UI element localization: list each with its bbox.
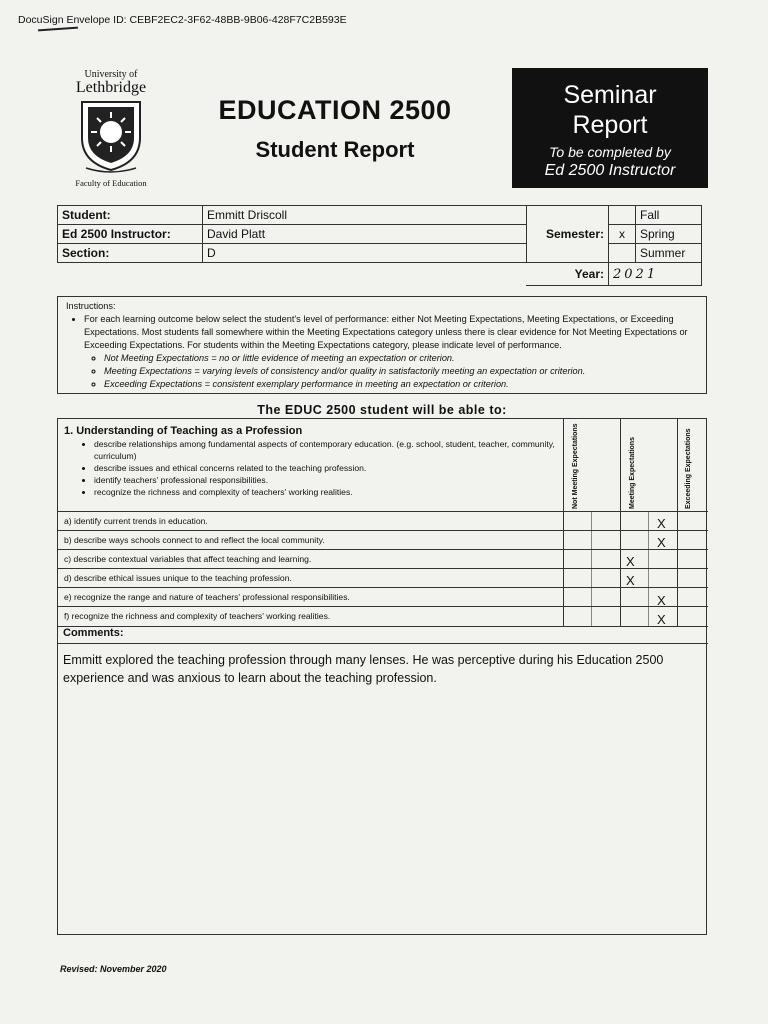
badge-line2: Report	[572, 111, 648, 139]
year-value[interactable]: 2021	[609, 263, 702, 286]
outcome-row-c: c) describe contextual variables that affect teaching and learning.	[64, 554, 312, 564]
section1-bullet: • describe issues and ethical concerns related to the teaching profession.	[94, 462, 564, 474]
university-logo	[60, 70, 162, 188]
semester-table	[526, 205, 702, 286]
section-label: Section:	[58, 244, 203, 263]
col-not-meeting: Not Meeting Expectations	[572, 423, 579, 509]
mark-row-b[interactable]: X	[657, 535, 666, 550]
outcome-row-a: a) identify current trends in education.	[64, 516, 208, 526]
semester-mark-fall[interactable]	[609, 206, 636, 225]
col-divider	[677, 419, 678, 627]
seminar-report-badge	[512, 68, 708, 188]
comments-text[interactable]: Emmitt explored the teaching profession through many lenses. He was perceptive during his Education 2500 experience and was anxious to learn about the teaching profession.	[63, 653, 664, 685]
col-meeting: Meeting Expectations	[629, 437, 636, 509]
instructions-sub-not-meeting: ◦ Not Meeting Expectations = no or little evidence of meeting an expectation or criterion.	[104, 352, 698, 365]
comments-label: Comments:	[63, 627, 124, 639]
row-divider	[58, 606, 708, 607]
revised-date: Revised: November 2020	[60, 964, 167, 974]
outcome-row-e: e) recognize the range and nature of teachers' professional responsibilities.	[64, 592, 350, 602]
row-divider	[58, 530, 708, 531]
semester-mark-spring[interactable]: x	[609, 225, 636, 244]
semester-mark-summer[interactable]	[609, 244, 636, 263]
section1-bullet: • recognize the richness and complexity of teachers' working realities.	[94, 486, 564, 498]
row-divider	[58, 568, 708, 569]
mark-row-c[interactable]: X	[626, 554, 635, 569]
envelope-id: DocuSign Envelope ID: CEBF2EC2-3F62-48BB-9B06-428F7C2B593E	[18, 14, 347, 26]
mark-row-e[interactable]: X	[657, 593, 666, 608]
student-info-table	[57, 205, 527, 263]
student-label: Student:	[58, 206, 203, 225]
instructor-label: Ed 2500 Instructor:	[58, 225, 203, 244]
col-exceeding: Exceeding Expectations	[685, 428, 692, 509]
year-label: Year:	[526, 263, 609, 286]
signature-stroke	[38, 27, 78, 32]
section1-title: 1. Understanding of Teaching as a Profession	[64, 425, 303, 437]
mark-row-a[interactable]: X	[657, 516, 666, 531]
mark-row-d[interactable]: X	[626, 573, 635, 588]
col-divider	[563, 419, 564, 627]
row-divider	[58, 626, 708, 627]
semester-option-summer: Summer	[636, 244, 702, 263]
section1-bullet: • identify teachers' professional responsibilities.	[94, 474, 564, 486]
col-divider	[620, 419, 621, 627]
outcome-row-f: f) recognize the richness and complexity of teachers' working realities.	[64, 611, 331, 621]
row-divider	[58, 643, 708, 644]
row-divider	[58, 587, 708, 588]
badge-line4: Ed 2500 Instructor	[544, 162, 676, 179]
col-subdivider	[591, 511, 592, 627]
section-value[interactable]: D	[203, 244, 527, 263]
logo-faculty: Faculty of Education	[75, 178, 147, 188]
instructions-box	[57, 296, 707, 394]
logo-university-of: University of	[84, 69, 138, 80]
instructions-sub-exceeding: ◦ Exceeding Expectations = consistent exemplary performance in meeting an expectation or criterion.	[104, 378, 698, 391]
instructions-bullet: • For each learning outcome below select the student's level of performance: either Not Meeting Expectations, Meeting Expectations, or Exceeding Expectations. Most students fall somewhere within the Meeting Expectations category unless there is clear evidence for Not Meeting Expectations or Exceeding Expectations. For students within the Meeting Expectations category, please indicate level of performance.	[84, 313, 698, 352]
section1-bullets	[82, 438, 564, 498]
logo-name: Lethbridge	[75, 79, 147, 96]
semester-option-fall: Fall	[636, 206, 702, 225]
col-subdivider	[648, 511, 649, 627]
page-title: EDUCATION 2500	[218, 95, 452, 125]
student-value[interactable]: Emmitt Driscoll	[203, 206, 527, 225]
mark-row-f[interactable]: X	[657, 612, 666, 627]
outcome-row-b: b) describe ways schools connect to and reflect the local community.	[64, 535, 325, 545]
outcome-row-d: d) describe ethical issues unique to the teaching profession.	[64, 573, 292, 583]
row-divider	[58, 549, 708, 550]
section1-bullet: • describe relationships among fundamental aspects of contemporary education. (e.g. school, student, teacher, community, curriculum)	[94, 438, 564, 462]
semester-option-spring: Spring	[636, 225, 702, 244]
crest-icon	[76, 98, 146, 174]
able-heading: The EDUC 2500 student will be able to:	[257, 403, 507, 417]
semester-label: Semester:	[526, 206, 609, 263]
page-subtitle: Student Report	[255, 137, 415, 162]
instructions-heading: Instructions:	[66, 301, 116, 311]
instructions-sub-meeting: ◦ Meeting Expectations = varying levels of consistency and/or quality in satisfactorily meeting an expectation or criterion.	[104, 365, 698, 378]
outcomes-table	[57, 418, 707, 935]
badge-line1: Seminar	[563, 81, 657, 109]
instructor-value[interactable]: David Platt	[203, 225, 527, 244]
row-divider	[58, 511, 708, 512]
badge-line3: To be completed by	[549, 144, 671, 160]
